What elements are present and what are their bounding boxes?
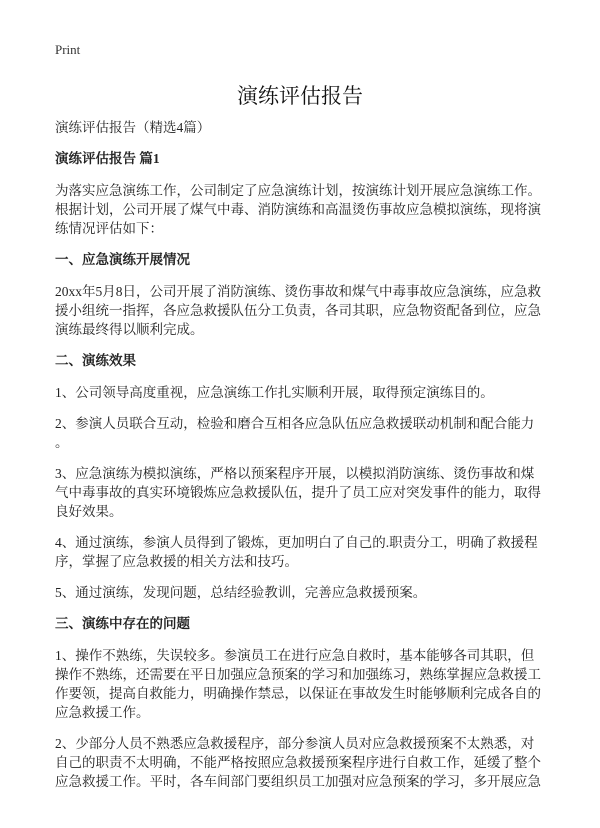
text-line: 3、应急演练为模拟演练，严格以预案程序开展，以模拟消防演练、烫伤事故和煤 — [55, 466, 535, 481]
paragraph — [55, 583, 555, 602]
text-line: 。 — [55, 435, 69, 450]
paragraph — [55, 533, 555, 571]
section-heading — [55, 614, 555, 633]
section-heading — [55, 351, 555, 370]
text-line: 为落实应急演练工作，公司制定了应急演练计划，按演练计划开展应急演练工作。 — [55, 183, 541, 198]
text-line: 5、通过演练，发现问题，总结经验教训，完善应急救援预案。 — [55, 585, 427, 600]
text-line: 三、演练中存在的问题 — [55, 616, 190, 631]
paragraph — [55, 464, 555, 521]
print-link[interactable]: Print — [55, 42, 81, 57]
paragraph — [55, 282, 555, 339]
text-line: 演练评估报告 篇1 — [55, 151, 160, 166]
text-line: 1、公司领导高度重视，应急演练工作扎实顺利开展，取得预定演练目的。 — [55, 385, 494, 400]
text-line: 二、演练效果 — [55, 353, 136, 368]
paragraph — [55, 646, 555, 722]
text-line: 2、少部分人员不熟悉应急救援程序，部分参演人员对应急救援预案不太熟悉，对 — [55, 736, 535, 751]
page-title: 演练评估报告 — [237, 84, 363, 108]
document-body — [55, 118, 555, 803]
text-line: 应急救援工作。 — [55, 705, 150, 720]
paragraph — [55, 118, 555, 137]
text-line: 演练评估报告（精选4篇） — [55, 120, 211, 135]
text-line: 良好效果。 — [55, 504, 123, 519]
text-line: 4、通过演练，参演人员得到了锻炼，更加明白了自己的.职责分工，明确了救援程 — [55, 535, 538, 550]
text-line: 2、参演人员联合互动，检验和磨合互相各应急队伍应急救援联动机制和配合能力 — [55, 416, 535, 431]
paragraph — [55, 734, 555, 791]
text-line: 根据计划，公司开展了煤气中毒、消防演练和高温烫伤事故应急模拟演练，现将演 — [55, 202, 541, 217]
text-line: 练情况评估如下： — [55, 221, 163, 236]
paragraph — [55, 383, 555, 402]
text-line: 1、操作不熟练，失误较多。参演员工在进行应急自救时，基本能够各司其职，但 — [55, 648, 535, 663]
paragraph — [55, 414, 555, 452]
text-line: 作要领，提高自救能力，明确操作禁忌，以保证在事故发生时能够顺利完成各自的 — [55, 686, 541, 701]
section-heading — [55, 250, 555, 269]
text-line: 操作不熟练，还需要在平日加强应急预案的学习和加强练习，熟练掌握应急救援工 — [55, 667, 541, 682]
text-line: 序，掌握了应急救援的相关方法和技巧。 — [55, 554, 298, 569]
text-line: 20xx年5月8日，公司开展了消防演练、烫伤事故和煤气中毒事故应急演练，应急救 — [55, 284, 541, 299]
text-line: 演练最终得以顺利完成。 — [55, 322, 204, 337]
text-line: 援小组统一指挥，各应急救援队伍分工负责，各司其职，应急物资配备到位，应急 — [55, 303, 541, 318]
text-line: 自己的职责不太明确，不能严格按照应急救援预案程序进行自救工作，延缓了整个 — [55, 755, 541, 770]
text-line: 一、应急演练开展情况 — [55, 252, 190, 267]
paragraph — [55, 181, 555, 238]
section-heading — [55, 149, 555, 168]
text-line: 应急救援工作。平时，各车间部门要组织员工加强对应急预案的学习，多开展应急 — [55, 774, 541, 789]
text-line: 气中毒事故的真实环境锻炼应急救援队伍，提升了员工应对突发事件的能力，取得 — [55, 485, 541, 500]
